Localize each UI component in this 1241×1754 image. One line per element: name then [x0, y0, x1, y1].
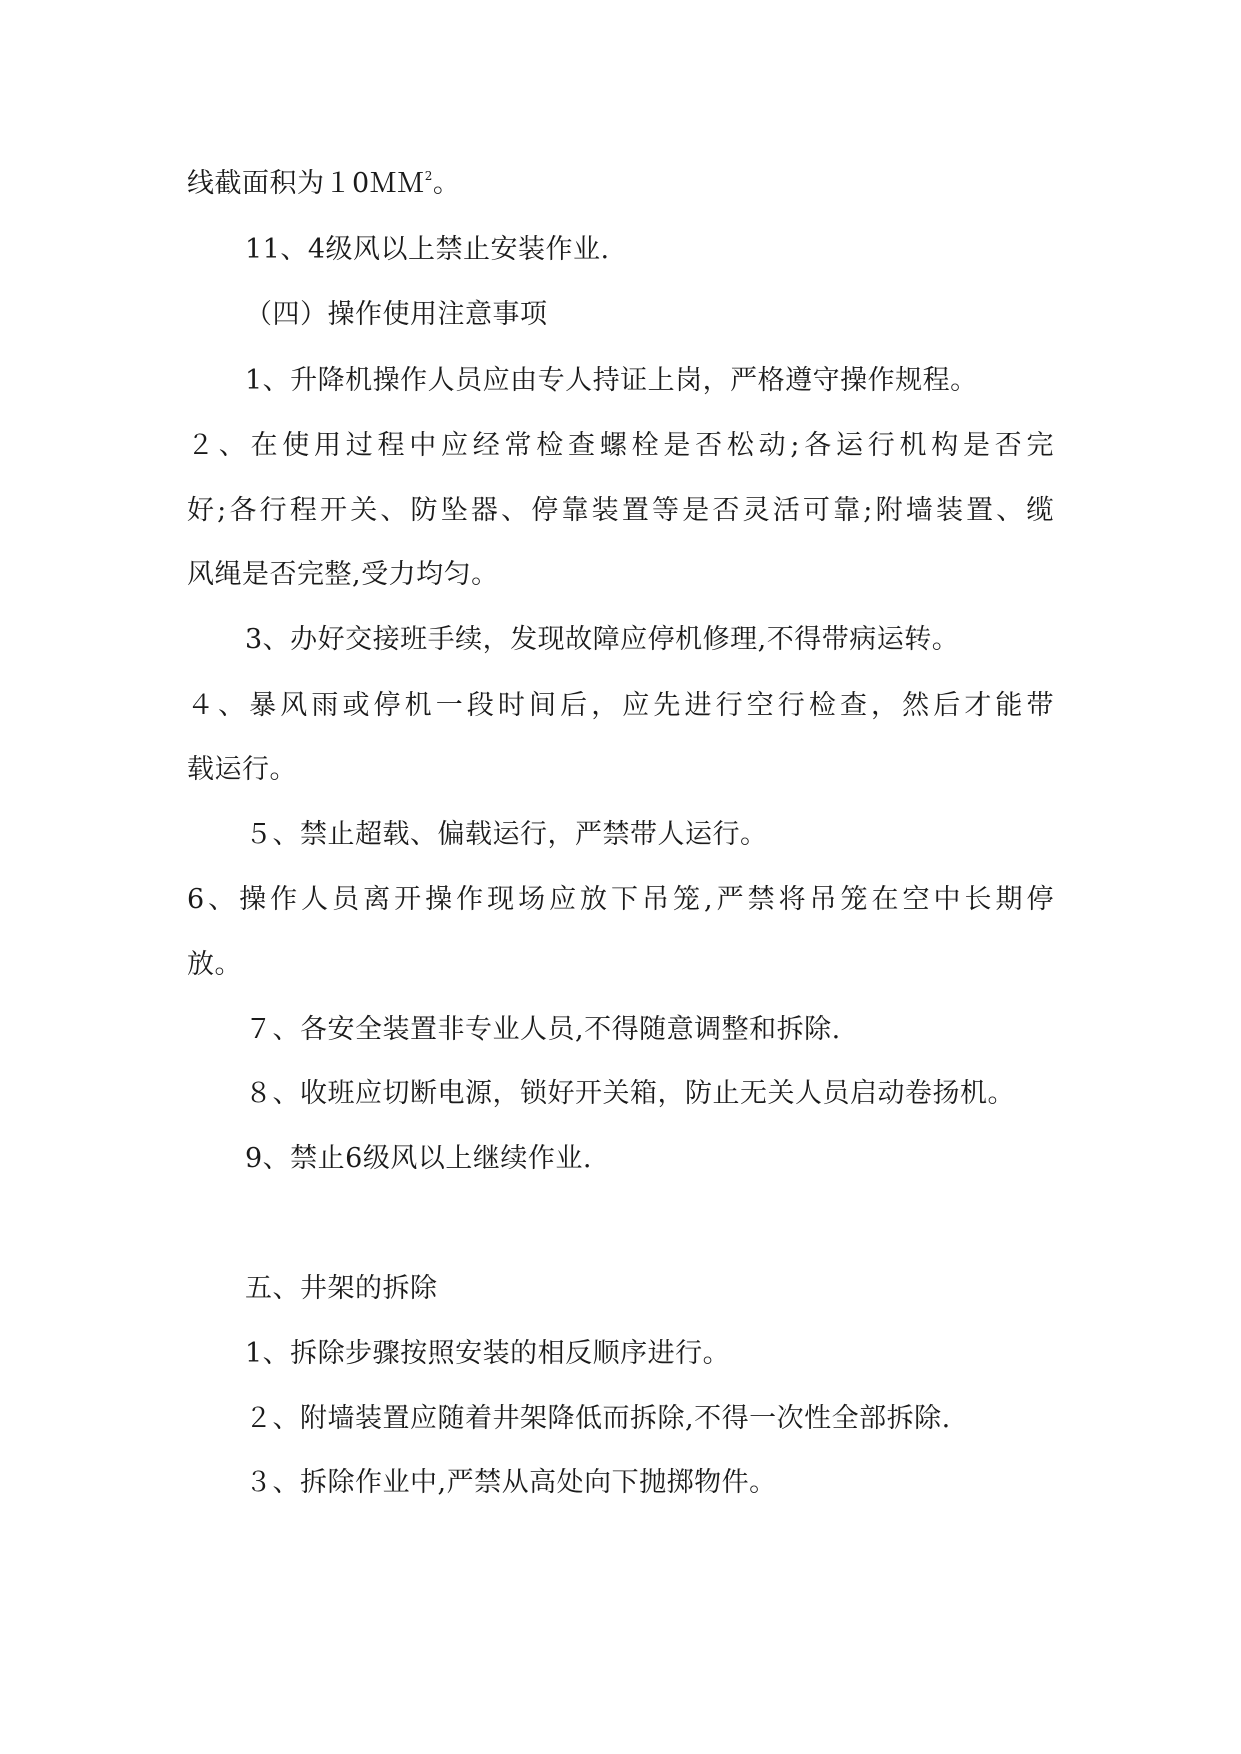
section-four-item-1: 1、升降机操作人员应由专人持证上岗，严格遵守操作规程。 [245, 365, 978, 396]
section-four-item-4-line-2: 载运行。 [187, 754, 297, 785]
section-four-item-9: 9、禁止6级风以上继续作业. [245, 1143, 592, 1174]
section-four-item-5: ５、禁止超载、偏载运行，严禁带人运行。 [245, 819, 768, 850]
intro-line [187, 166, 460, 202]
install-item-11: 11、4级风以上禁止安装作业. [245, 234, 610, 265]
section-five-item-1: 1、拆除步骤按照安装的相反顺序进行。 [245, 1338, 731, 1369]
section-four-item-2-line-1: ２、在使用过程中应经常检查螺栓是否松动;各运行机构是否完 [187, 430, 1054, 461]
section-four-heading: （四）操作使用注意事项 [245, 299, 548, 330]
superscript-two: 2 [424, 169, 433, 183]
section-four-item-8: ８、收班应切断电源，锁好开关箱，防止无关人员启动卷扬机。 [245, 1078, 1015, 1109]
section-five-heading: 五、井架的拆除 [245, 1273, 438, 1304]
section-five-item-3: ３、拆除作业中,严禁从高处向下抛掷物件。 [245, 1467, 777, 1498]
section-four-item-3: 3、办好交接班手续，发现故障应停机修理,不得带病运转。 [245, 624, 960, 655]
section-four-item-6-line-2: 放。 [187, 949, 242, 980]
intro-line-text: 线截面积为１0ＭＭ [187, 168, 425, 199]
intro-line-suffix: 。 [432, 168, 461, 199]
section-four-item-7: ７、各安全装置非专业人员,不得随意调整和拆除. [245, 1014, 841, 1045]
section-four-item-2-line-2: 好;各行程开关、防坠器、停靠装置等是否灵活可靠;附墙装置、缆 [187, 495, 1054, 526]
section-four-item-4-line-1: ４、暴风雨或停机一段时间后，应先进行空行检查，然后才能带 [187, 690, 1054, 721]
section-four-item-2-line-3: 风绳是否完整,受力均匀。 [187, 559, 499, 590]
section-five-item-2: ２、附墙装置应随着井架降低而拆除,不得一次性全部拆除. [245, 1403, 951, 1434]
section-four-item-6-line-1: 6、操作人员离开操作现场应放下吊笼,严禁将吊笼在空中长期停 [187, 884, 1054, 915]
